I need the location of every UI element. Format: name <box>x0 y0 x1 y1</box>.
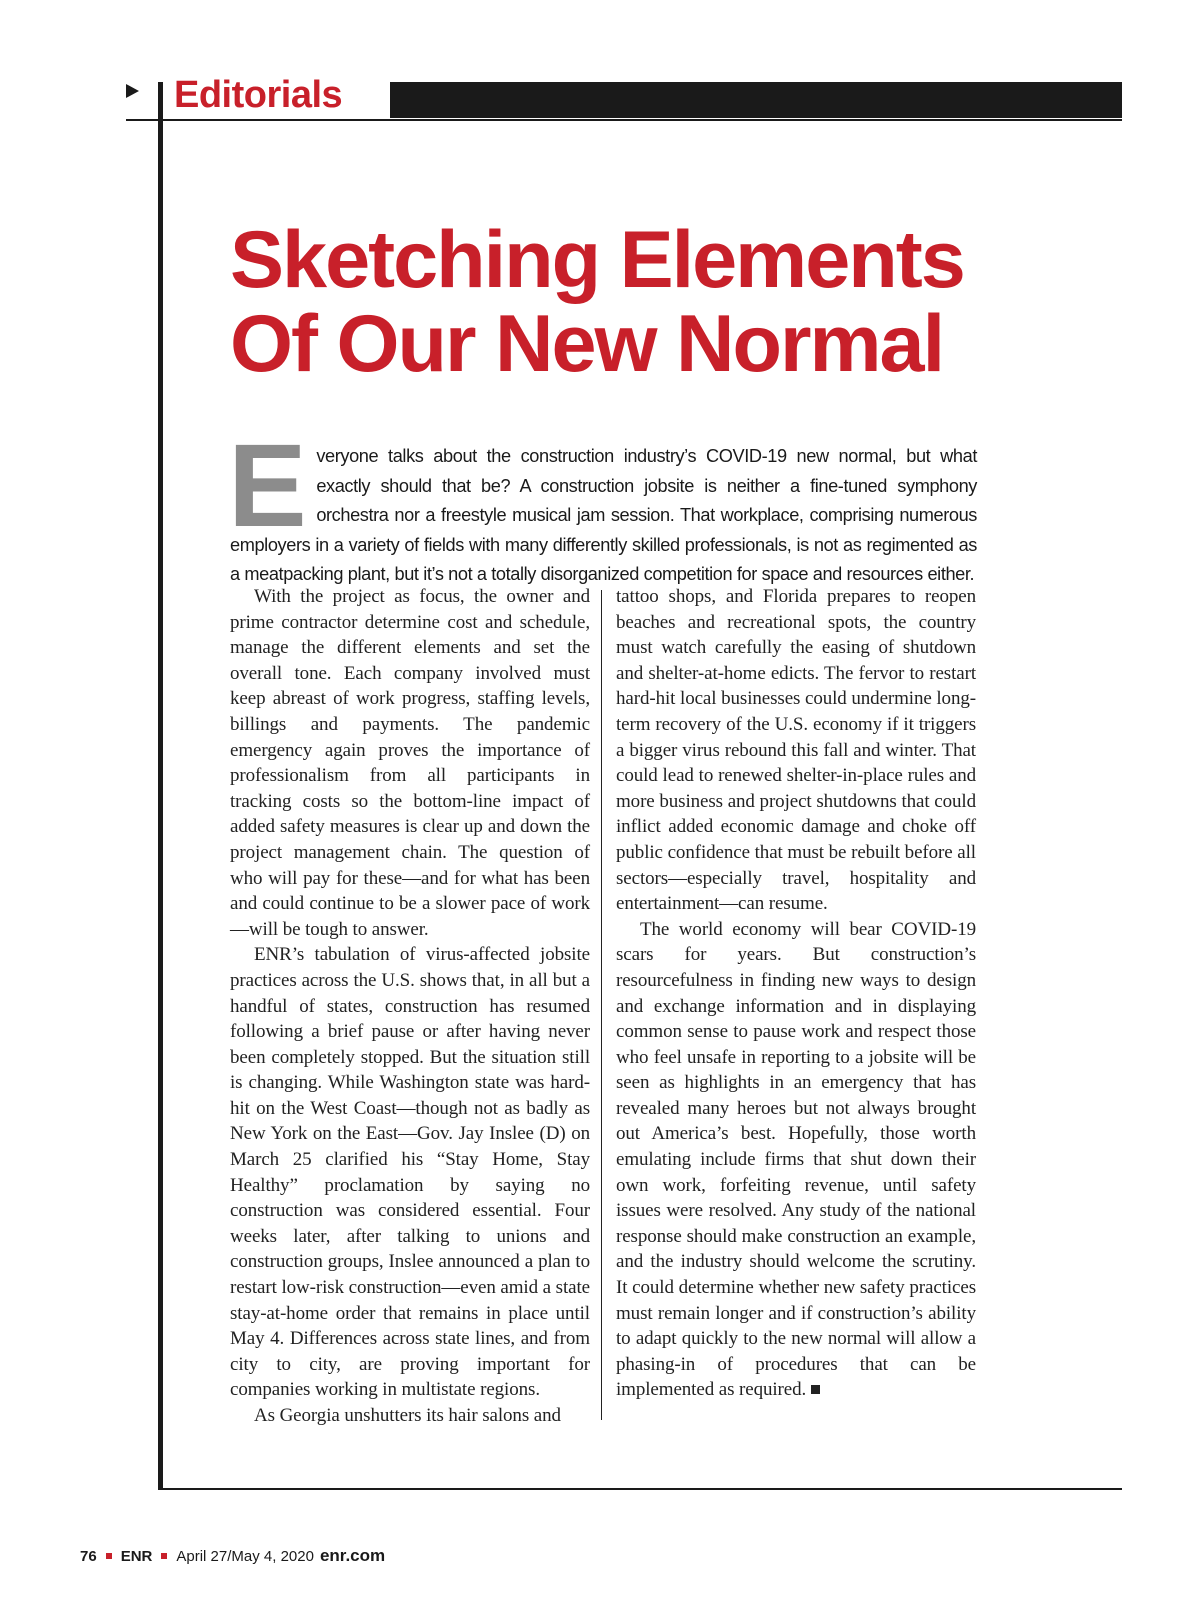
website-link[interactable]: enr.com <box>319 1546 386 1565</box>
page-footer <box>80 1546 385 1566</box>
square-bullet-icon <box>106 1553 112 1559</box>
headline-line-2: Of Our New Normal <box>230 299 944 389</box>
issue-date: April 27/May 4, 2020 <box>176 1548 314 1565</box>
drop-cap: E <box>228 420 307 552</box>
page-number: 76 <box>80 1548 97 1565</box>
article-column-right <box>616 584 976 1403</box>
end-mark-icon <box>811 1385 820 1394</box>
column-divider <box>601 590 602 1420</box>
section-label: Editorials <box>174 74 343 116</box>
body-paragraph: tattoo shops, and Florida prepares to reopen beaches and recreational spots, the country must watch carefully the easing of shutdown and shelter-at-home edicts. The fervor to restart hard-hit local businesses could undermine long-term recovery of the U.S. economy if it triggers a bigger virus rebound this fall and winter. That could lead to renewed shelter-in-place rules and more business and project shutdowns that could inflict added economic damage and choke off public confidence that must be rebuilt before all sectors—especially travel, hospitality and entertainment—can resume. <box>616 586 976 915</box>
article-headline <box>230 215 990 389</box>
article-intro <box>228 420 977 590</box>
headline-line-1: Sketching Elements <box>230 215 964 305</box>
arrow-right-icon <box>126 84 139 98</box>
square-bullet-icon <box>161 1553 167 1559</box>
body-paragraph-text: The world economy will bear COVID-19 scars for years. But construction’s resourcefulness in finding new ways to design and exchange information and in displaying common sense to pause work and respect those who feel unsafe in reporting to a jobsite will be seen as highlights in an emergency that has revealed many heroes but not always brought out America’s best. Hopefully, those worth emulating include firms that shut down their own work, forfeiting revenue, until safety issues were resolved. Any study of the national response should make construction an example, and the industry should welcome the scrutiny. It could determine whether new safety practices must remain longer and if construction’s ability to adapt quickly to the new normal will allow a phasing-in of procedures that can be implemented as required. <box>616 918 976 1401</box>
intro-text: veryone talks about the construction industry’s COVID-19 new normal, but what exactly should that be? A construction jobsite is neither a fine-tuned symphony orchestra nor a freestyle musical jam session. That workplace, comprising numerous employers in a variety of fields with many differently skilled professionals, is not as regimented as a meatpacking plant, but it’s not a totally disorganized competition for space and resources either. <box>230 446 977 584</box>
body-paragraph: With the project as focus, the owner and prime contractor determine cost and schedule, manage the different elements and set the overall tone. Each company involved must keep abreast of work progress, staffing levels, billings and payments. The pandemic emergency again proves the importance of professionalism from all participants in tracking costs so the bottom-line impact of added safety measures is clear up and down the project management chain. The question of who will pay for these—and for what has been and could continue to be a slower pace of work—will be tough to answer. <box>230 586 590 940</box>
header-bar <box>390 82 1122 118</box>
publication-name: ENR <box>120 1548 153 1565</box>
body-paragraph-last <box>616 917 976 1403</box>
body-paragraph: As Georgia unshutters its hair salons and <box>254 1405 561 1426</box>
left-vertical-rule <box>158 82 163 1490</box>
article-column-left <box>230 584 590 1429</box>
header-rule <box>126 119 1122 121</box>
body-paragraph: ENR’s tabulation of virus-affected jobsite practices across the U.S. shows that, in all but a handful of states, construction has resumed following a brief pause or after having never been completely stopped. But the situation still is changing. While Washington state was hard-hit on the West Coast—though not as badly as New York on the East—Gov. Jay Inslee (D) on March 25 clarified his “Stay Home, Stay Healthy” proclamation by saying no construction was considered essential. Four weeks later, after talking to unions and construction groups, Inslee announced a plan to restart low-risk construction—even amid a state stay-at-home order that remains in place until May 4. Differences across state lines, and from city to city, are proving important for companies working in multistate regions. <box>230 944 590 1401</box>
bottom-rule <box>158 1488 1122 1490</box>
